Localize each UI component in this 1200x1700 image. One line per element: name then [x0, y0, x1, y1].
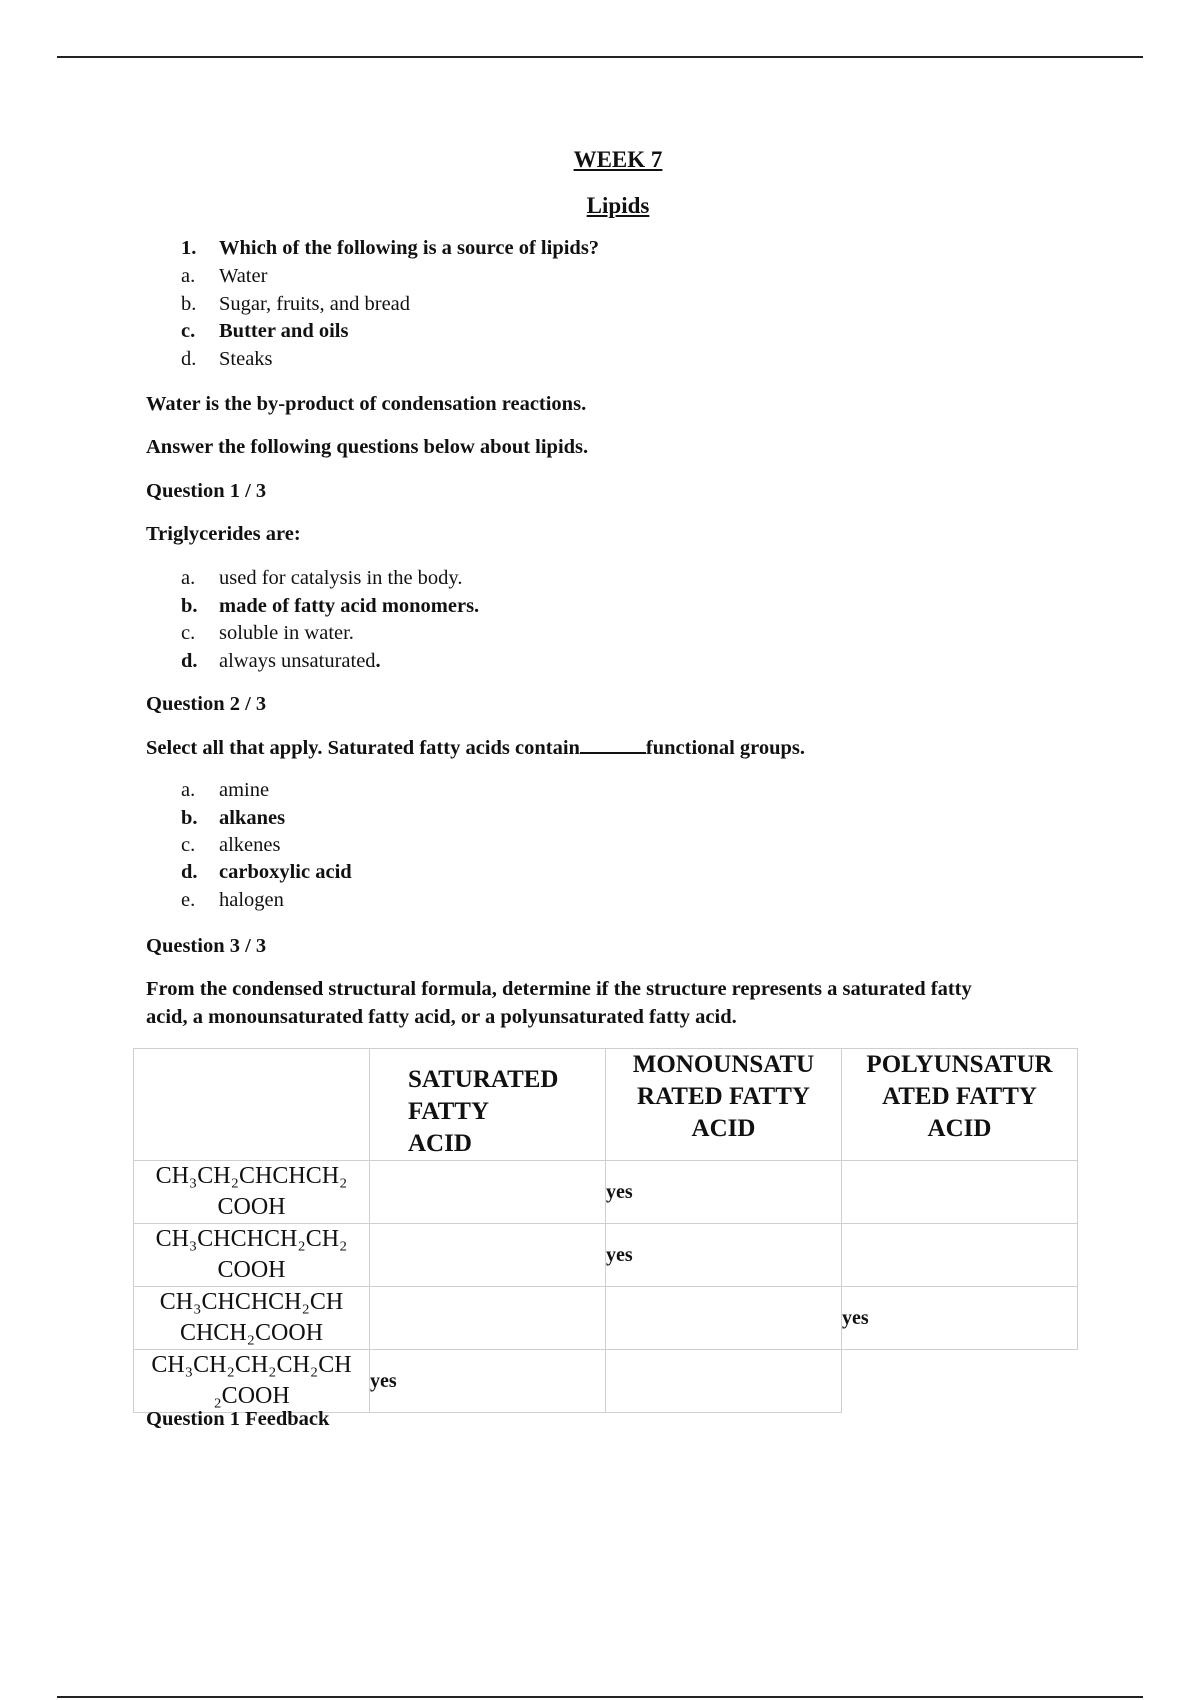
poly-cell: [842, 1350, 1078, 1413]
option-text: Water: [219, 265, 268, 287]
option-letter: d.: [181, 650, 198, 672]
header-polyunsaturated: [842, 1049, 1078, 1161]
option-text: amine: [219, 779, 270, 801]
option-text: carboxylic acid: [219, 861, 352, 883]
question1-option-correct: [181, 595, 781, 618]
q1-question: [181, 237, 599, 260]
q1-question-text: Which of the following is a source of lipids?: [219, 237, 600, 259]
header-saturated: [370, 1049, 606, 1161]
option-letter: c.: [181, 622, 196, 644]
option-text: soluble in water.: [219, 622, 354, 644]
question1-prompt: Triglycerides are:: [146, 523, 301, 545]
mono-cell: [606, 1350, 842, 1413]
question3-label: Question 3 / 3: [146, 935, 267, 957]
poly-cell: [842, 1161, 1078, 1224]
option-text: Steaks: [219, 348, 273, 370]
formula-cell: [134, 1161, 370, 1224]
question3-prompt-line2: acid, a monounsaturated fatty acid, or a polyunsaturated fatty acid.: [146, 1006, 737, 1028]
question1-label: Question 1 / 3: [146, 480, 267, 502]
mono-cell: yes: [606, 1224, 842, 1287]
question2-option-correct: [181, 807, 781, 830]
formula-cell: [134, 1224, 370, 1287]
empty-header-cell: [134, 1049, 370, 1161]
formula-line: CHCH₂COOH: [179, 1320, 324, 1346]
saturated-cell: [370, 1161, 606, 1224]
option-letter: c.: [181, 320, 196, 342]
header-line: FATTY: [408, 1097, 490, 1125]
instructions-paragraph: Answer the following questions below about lipids.: [146, 436, 589, 458]
header-monounsaturated: [606, 1049, 842, 1161]
q1-option: [181, 293, 781, 316]
week-title: WEEK 7: [573, 147, 663, 172]
table-row: [134, 1287, 1078, 1350]
formula-line: CH₃CH₂CH₂CH₂CH: [151, 1352, 352, 1378]
header-line: ACID: [408, 1129, 472, 1157]
option-text: always unsaturated: [219, 650, 376, 672]
poly-cell: yes: [842, 1287, 1078, 1350]
feedback-label: Question 1 Feedback: [146, 1408, 330, 1430]
option-suffix: .: [375, 650, 381, 672]
table-header-row: [134, 1049, 1078, 1161]
fatty-acid-table: [133, 1048, 1078, 1413]
q1-option: [181, 348, 781, 371]
header-line: RATED FATTY: [637, 1083, 810, 1110]
header-line: SATURATED: [408, 1065, 559, 1093]
saturated-cell: [370, 1287, 606, 1350]
option-text: Butter and oils: [219, 320, 349, 342]
question2-option: [181, 779, 781, 802]
question2-label: Question 2 / 3: [146, 693, 267, 715]
option-letter: e.: [181, 889, 196, 911]
note-paragraph: Water is the by-product of condensation reactions.: [146, 393, 587, 415]
question3-prompt-line1: From the condensed structural formula, determine if the structure represents a saturated fatty: [146, 978, 972, 1000]
header-line: MONOUNSATU: [632, 1051, 815, 1078]
bottom-rule: [57, 1696, 1143, 1698]
option-text: halogen: [219, 889, 284, 911]
option-letter: d.: [181, 348, 197, 370]
question2-prompt: [146, 737, 805, 760]
option-letter: b.: [181, 595, 198, 617]
question2-option: [181, 889, 781, 912]
option-text: used for catalysis in the body.: [219, 567, 463, 589]
header-line: ACID: [691, 1115, 756, 1142]
fill-in-blank: [580, 738, 646, 754]
option-text: alkenes: [219, 834, 281, 856]
mono-cell: [606, 1287, 842, 1350]
formula-line: CH₃CH₂CHCHCH₂: [155, 1163, 348, 1189]
option-letter: b.: [181, 293, 197, 315]
table-row: [134, 1161, 1078, 1224]
question2-prompt-end: functional groups.: [645, 737, 806, 759]
formula-line: ₂COOH: [213, 1383, 290, 1409]
saturated-cell: [370, 1224, 606, 1287]
option-text: made of fatty acid monomers.: [219, 595, 480, 617]
question1-option: [181, 567, 781, 590]
header-line: ATED FATTY: [882, 1083, 1037, 1110]
option-letter: c.: [181, 834, 196, 856]
formula-line: COOH: [217, 1257, 286, 1283]
option-letter: a.: [181, 567, 196, 589]
q1-option-correct: [181, 320, 781, 343]
question2-prompt-start: Select all that apply. Saturated fatty acids contain: [146, 737, 580, 759]
header-line: ACID: [927, 1115, 992, 1142]
table-row: [134, 1350, 1078, 1413]
option-letter: d.: [181, 861, 198, 883]
formula-line: COOH: [217, 1194, 286, 1220]
table-row: [134, 1224, 1078, 1287]
header-line: POLYUNSATUR: [866, 1051, 1053, 1078]
saturated-cell: yes: [370, 1350, 606, 1413]
q1-option: [181, 265, 781, 288]
option-letter: a.: [181, 779, 196, 801]
option-text: Sugar, fruits, and bread: [219, 293, 411, 315]
poly-cell: [842, 1224, 1078, 1287]
q1-number: 1.: [181, 237, 197, 259]
question1-option: [181, 650, 781, 673]
formula-line: CH₃CHCHCH₂CH: [159, 1289, 344, 1315]
option-text: alkanes: [219, 807, 286, 829]
mono-cell: yes: [606, 1161, 842, 1224]
option-letter: b.: [181, 807, 198, 829]
formula-cell: [134, 1287, 370, 1350]
formula-line: CH₃CHCHCH₂CH₂: [155, 1226, 348, 1252]
question2-option: [181, 834, 781, 857]
question1-option: [181, 622, 781, 645]
option-letter: a.: [181, 265, 196, 287]
formula-cell: [134, 1350, 370, 1413]
question2-option-correct: [181, 861, 781, 884]
topic-title: Lipids: [586, 193, 650, 218]
